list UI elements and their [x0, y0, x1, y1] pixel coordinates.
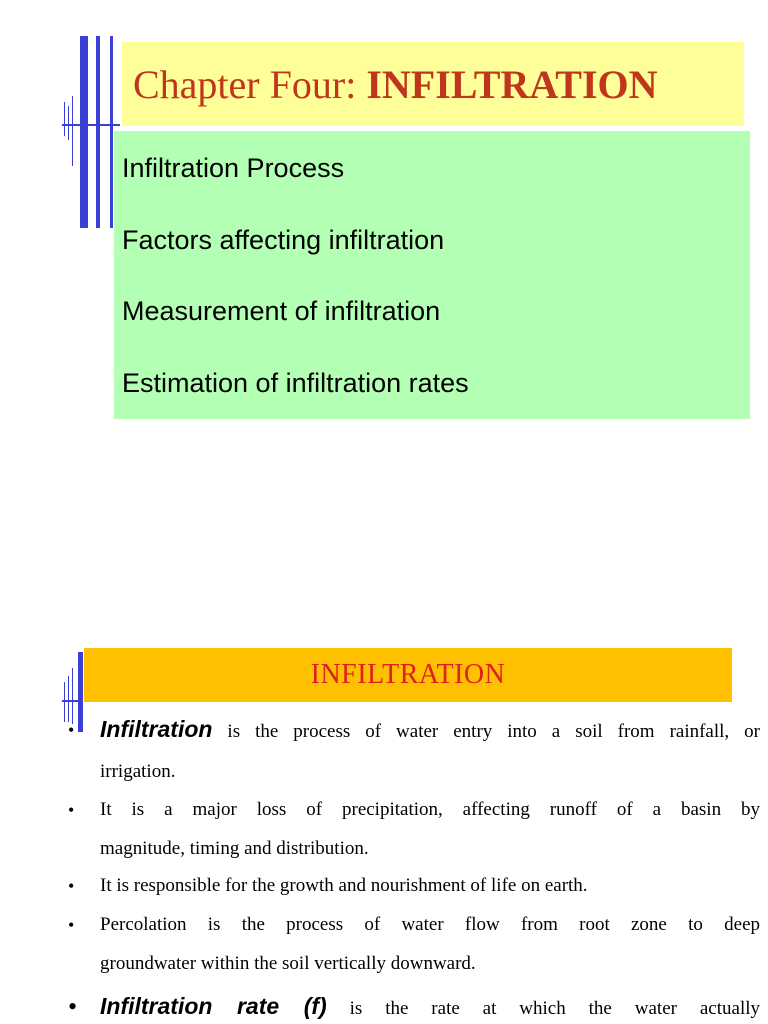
- bullet-5-term: Infiltration rate (f): [100, 993, 327, 1019]
- title-strong: INFILTRATION: [366, 61, 658, 107]
- bullet-marker: •: [68, 992, 78, 1021]
- bullet-5-text: is the rate at which the water actually: [326, 998, 760, 1019]
- bullet-4-line-2: groundwater within the soil vertically downward.: [100, 953, 476, 974]
- bullet-2-line-1: It is a major loss of precipitation, affecting runoff of a basin by: [100, 799, 760, 820]
- deco-bar-thick-2: [78, 652, 83, 732]
- bullet-1-line-1: [100, 716, 760, 743]
- bullet-1-text: is the process of water entry into a soil from rainfall, or: [212, 721, 760, 742]
- deco-vtick-6: [72, 668, 73, 724]
- topic-item: Measurement of infiltration: [122, 296, 441, 326]
- topic-item: Infiltration Process: [122, 153, 345, 183]
- bullet-marker: •: [68, 915, 75, 935]
- topic-item: Factors affecting infiltration: [122, 225, 445, 255]
- bullet-4-line-1: Percolation is the process of water flow from root zone to deep: [100, 914, 760, 935]
- deco-vtick-2: [68, 106, 69, 140]
- bullet-1-line-2: irrigation.: [100, 761, 176, 782]
- deco-vtick-4: [64, 682, 65, 722]
- bullet-5-line-1: [100, 993, 760, 1020]
- bullet-marker: •: [68, 876, 75, 896]
- deco-bar-thin: [96, 36, 100, 228]
- deco-hline: [62, 124, 120, 126]
- section-header-text: INFILTRATION: [310, 659, 506, 690]
- deco-bar-right: [110, 36, 113, 228]
- bullet-marker: •: [68, 800, 75, 820]
- title-banner: [122, 42, 744, 126]
- deco-bar-thick: [80, 36, 88, 228]
- deco-vtick-3: [72, 96, 73, 166]
- bullet-1-term: Infiltration: [100, 716, 213, 742]
- section-header: [84, 648, 732, 702]
- deco-vtick-1: [64, 102, 65, 136]
- bullet-marker: •: [68, 720, 75, 740]
- topics-panel: [114, 131, 750, 419]
- page-title: [133, 61, 658, 108]
- bullet-3-line-1: It is responsible for the growth and nourishment of life on earth.: [100, 875, 588, 896]
- deco-vtick-5: [68, 676, 69, 722]
- title-prefix: Chapter Four:: [133, 61, 367, 107]
- bullet-2-line-2: magnitude, timing and distribution.: [100, 838, 369, 859]
- topic-item: Estimation of infiltration rates: [122, 368, 469, 398]
